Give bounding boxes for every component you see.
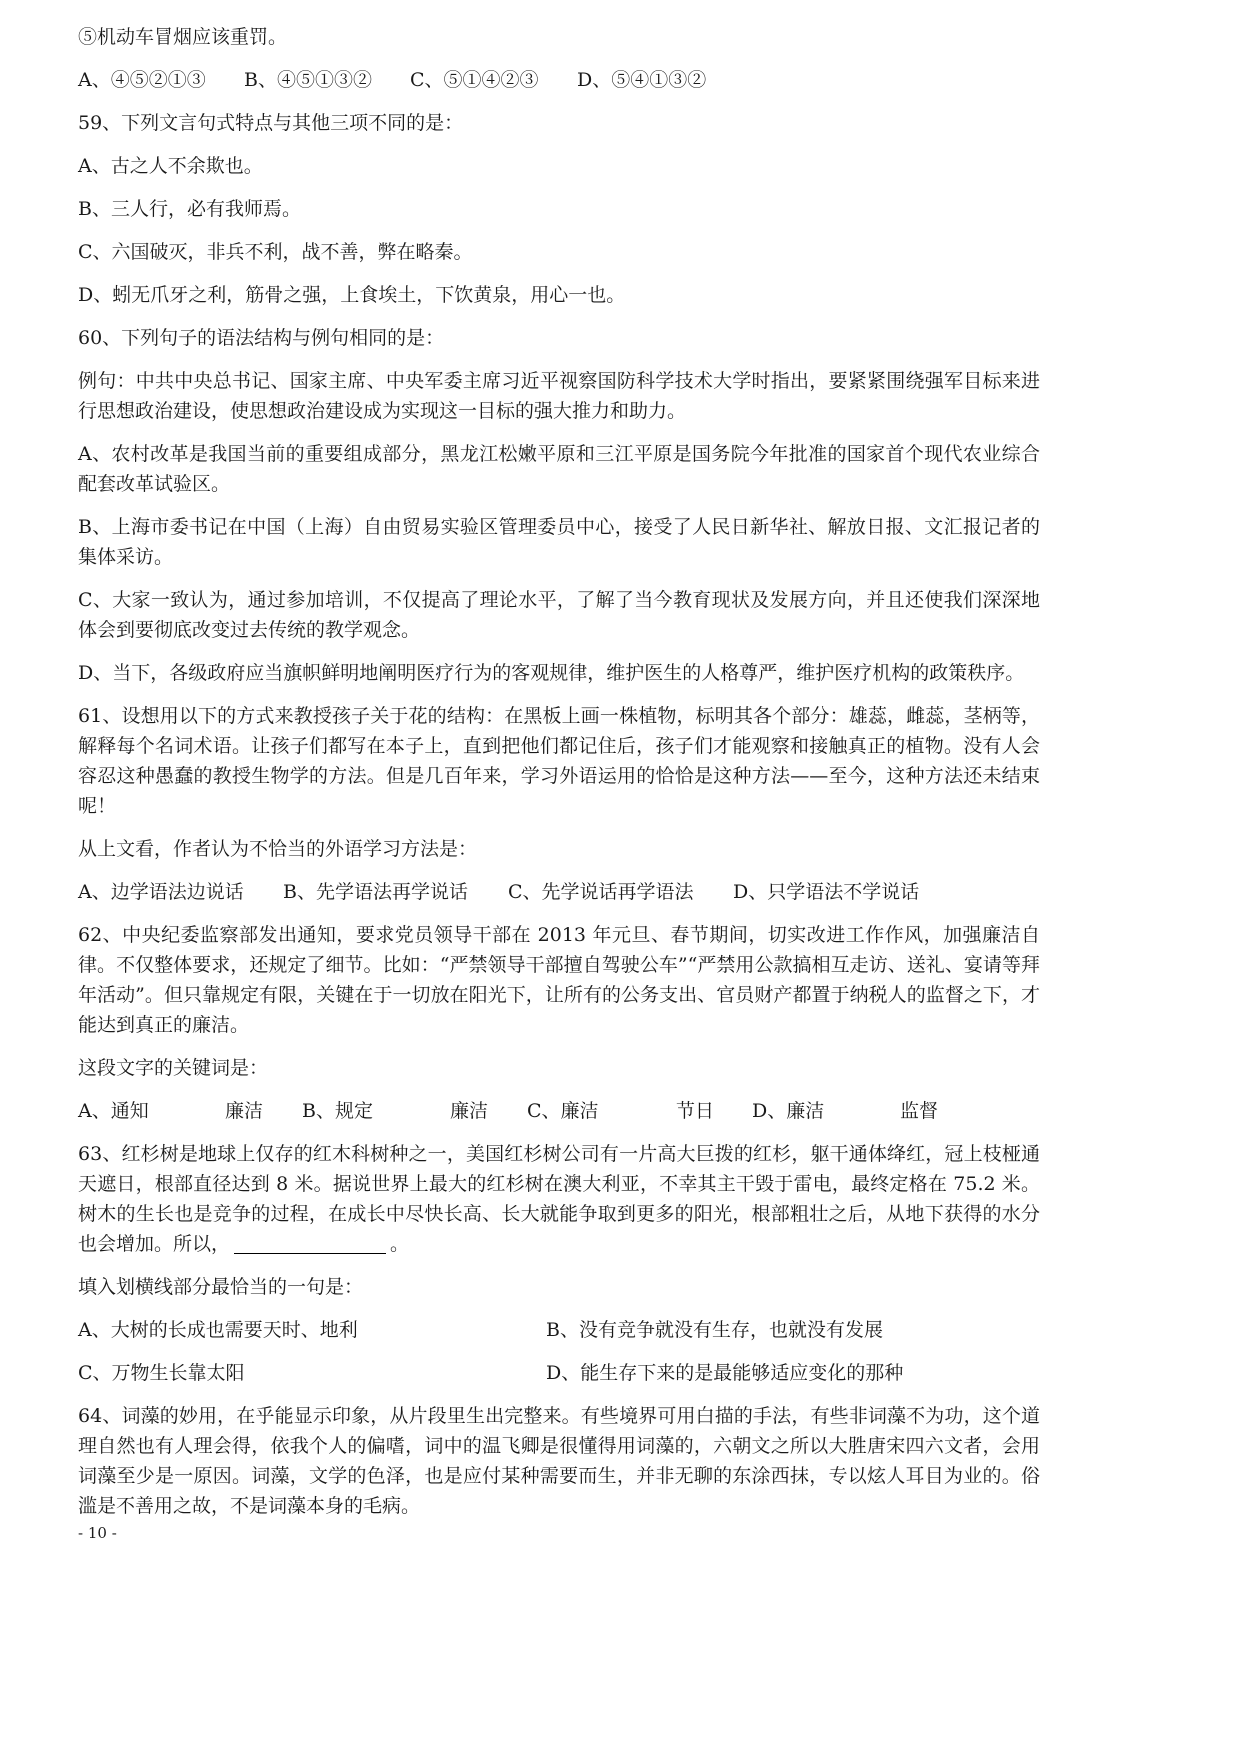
q63-question: 填入划横线部分最恰当的一句是： — [78, 1276, 364, 1298]
q61-stem: 61、设想用以下的方式来教授孩子关于花的结构：在黑板上画一株植物，标明其各个部分：雄蕊，雌蕊，茎柄等，解释每个名词术语。让孩子们都写在本子上，直到把他们都记住后，孩子们才能观察和接触真正的植物。没有人会容忍这种愚蠢的教授生物学的方法。但是几百年来，学习外语运用的恰恰是这种方法——至今，这种方法还未结束呢！ — [78, 705, 1040, 817]
q61-options — [78, 877, 1040, 907]
q63-option-b: B、没有竞争就没有生存，也就没有发展 — [546, 1319, 883, 1341]
q61-option-a: A、边学语法边说话 — [78, 881, 244, 903]
q63-option-a: A、大树的长成也需要天时、地利 — [78, 1319, 358, 1341]
q59-option-a: A、古之人不余欺也。 — [78, 155, 263, 177]
q62-option-b: B、规定 — [302, 1100, 373, 1122]
q63-stem-end: 。 — [390, 1233, 410, 1255]
q63-stem-text: 63、红杉树是地球上仅存的红木科树种之一，美国红杉树公司有一片高大巨拨的红杉，躯干通体绛红，冠上枝桠通天遮日，根部直径达到 8 米。据说世界上最大的红杉树在澳大利亚，不幸其主干毁于雷电，最终定格在 75.2 米。树木的生长也是竞争的过程，在成长中尽快长高、长大就能争取到更多的阳光，根部粗壮之后，从地下获得的水分也会增加。所以， — [78, 1143, 1040, 1255]
q61-option-d: D、只学语法不学说话 — [733, 881, 920, 903]
q63-option-c: C、万物生长靠太阳 — [78, 1362, 245, 1384]
q63-option-d: D、能生存下来的是最能够适应变化的那种 — [546, 1362, 904, 1384]
q62-stem: 62、中央纪委监察部发出通知，要求党员领导干部在 2013 年元旦、春节期间，切实改进工作作风，加强廉洁自律。不仅整体要求，还规定了细节。比如：“严禁领导干部擅自驾驶公车”“严禁用公款搞相互走访、送礼、宴请等拜年活动”。但只靠规定有限，关键在于一切放在阳光下，让所有的公务支出、官员财产都置于纳税人的监督之下，才能达到真正的廉洁。 — [78, 924, 1040, 1036]
q60-option-c: C、大家一致认为，通过参加培训，不仅提高了理论水平，了解了当今教育现状及发展方向，并且还使我们深深地体会到要彻底改变过去传统的教学观念。 — [78, 589, 1040, 641]
q62-option-d: D、廉洁 — [752, 1100, 825, 1122]
q58-option-c: C、⑤①④②③ — [410, 69, 539, 91]
q62-option-d-second: 监督 — [900, 1100, 939, 1122]
q59-option-d: D、蚓无爪牙之利，筋骨之强，上食埃土，下饮黄泉，用心一也。 — [78, 284, 626, 306]
q60-option-b: B、上海市委书记在中国（上海）自由贸易实验区管理委员中心，接受了人民日新华社、解放日报、文汇报记者的集体采访。 — [78, 516, 1040, 568]
q62-option-a: A、通知 — [78, 1100, 149, 1122]
q63-options-row-2 — [78, 1358, 1040, 1388]
q59-option-b: B、三人行，必有我师焉。 — [78, 198, 301, 220]
q60-stem: 60、下列句子的语法结构与例句相同的是： — [78, 327, 445, 349]
q58-options — [78, 65, 1040, 95]
q58-item-5: ⑤机动车冒烟应该重罚。 — [78, 26, 288, 48]
q58-option-d: D、⑤④①③② — [577, 69, 707, 91]
q58-option-b: B、④⑤①③② — [244, 69, 372, 91]
q58-option-a: A、④⑤②①③ — [78, 69, 206, 91]
q60-option-d: D、当下，各级政府应当旗帜鲜明地阐明医疗行为的客观规律，维护医生的人格尊严，维护医疗机构的政策秩序。 — [78, 662, 1025, 684]
q62-option-c-second: 节日 — [676, 1100, 715, 1122]
q61-question: 从上文看，作者认为不恰当的外语学习方法是： — [78, 838, 478, 860]
q59-option-c: C、六国破灭，非兵不利，战不善，弊在略秦。 — [78, 241, 473, 263]
q63-stem — [78, 1139, 1040, 1259]
q61-option-c: C、先学说话再学语法 — [508, 881, 694, 903]
q62-option-b-second: 廉洁 — [450, 1100, 489, 1122]
q60-example: 例句：中共中央总书记、国家主席、中央军委主席习近平视察国防科学技术大学时指出，要紧紧围绕强军目标来进行思想政治建设，使思想政治建设成为实现这一目标的强大推力和助力。 — [78, 370, 1040, 422]
q64-stem: 64、词藻的妙用，在乎能显示印象，从片段里生出完整来。有些境界可用白描的手法，有些非词藻不为功，这个道理自然也有人理会得，依我个人的偏嗜，词中的温飞卿是很懂得用词藻的，六朝文之所以大胜唐宋四六文者，会用词藻至少是一原因。词藻，文学的色泽，也是应付某种需要而生，并非无聊的东涂西抹，专以炫人耳目为业的。俗滥是不善用之故，不是词藻本身的毛病。 — [78, 1405, 1040, 1517]
q60-option-a: A、农村改革是我国当前的重要组成部分，黑龙江松嫩平原和三江平原是国务院今年批准的国家首个现代农业综合配套改革试验区。 — [78, 443, 1040, 495]
q62-option-a-second: 廉洁 — [225, 1100, 264, 1122]
q62-question: 这段文字的关键词是： — [78, 1057, 269, 1079]
document-page — [78, 22, 1040, 1543]
page-number: - 10 - — [78, 1524, 117, 1542]
q62-option-c: C、廉洁 — [527, 1100, 599, 1122]
q62-options — [78, 1096, 1040, 1126]
q61-option-b: B、先学语法再学说话 — [283, 881, 468, 903]
fill-in-blank — [234, 1231, 386, 1254]
q59-stem: 59、下列文言句式特点与其他三项不同的是： — [78, 112, 464, 134]
q63-options-row-1 — [78, 1315, 1040, 1345]
